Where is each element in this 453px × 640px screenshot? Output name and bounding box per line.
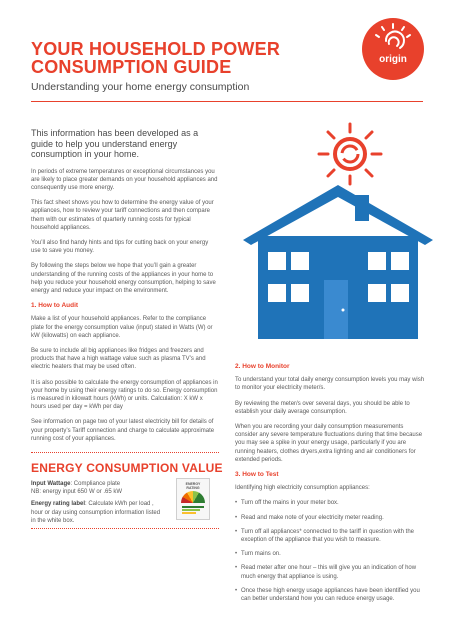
title-line-1: YOUR HOUSEHOLD POWER	[31, 39, 281, 59]
ecv-rating-text: : Calculate kWh per load , hour or day using consumption information listed in the white box.	[31, 501, 161, 524]
ecv-input-label: Input Wattage	[31, 481, 71, 487]
list-item: • Turn mains on.	[235, 550, 427, 558]
test-steps-list	[235, 499, 427, 603]
paragraph: To understand your total daily energy consumption levels you may wish to monitor your electricity meter/s.	[235, 377, 425, 392]
logo-wordmark: origin	[379, 54, 407, 65]
page-title	[31, 40, 351, 76]
sun-icon	[319, 124, 381, 184]
ecv-nb: NB: energy input 650 W or .65 kW	[31, 489, 123, 496]
logo-swirl-icon	[362, 18, 424, 80]
rating-bars-icon	[182, 506, 204, 516]
dotted-divider-bottom	[31, 528, 219, 529]
list-item: • Turn off the mains in your meter box.	[235, 499, 427, 507]
list-item: • Turn off all appliances* connected to the tariff in question with the exception of the appliance that you wish to measure.	[235, 528, 427, 544]
ecv-heading: ENERGY CONSUMPTION VALUE	[31, 461, 223, 475]
title-line-2: CONSUMPTION GUIDE	[31, 57, 232, 77]
intro-lead: This information has been developed as a guide to help you understand energy consumption in your home.	[31, 128, 199, 159]
paragraph: It is also possible to calculate the energy consumption of appliances in your home by using their energy ratings to do so. Energy consumption is measured in kilowatt hours (kWh) or units. Calculation: X kW x hours used per day = kWh per day	[31, 379, 218, 411]
page-subtitle: Understanding your home energy consumption	[31, 81, 250, 93]
ecv-rating-line	[31, 500, 166, 525]
paragraph: This fact sheet shows you how to determine the energy value of your appliances, how to review your tariff connections and then compare them with our estimates of quarterly running costs for typical household appliances.	[31, 200, 214, 231]
ecv-body	[31, 480, 166, 529]
ecv-rating-label: Energy rating label	[31, 501, 86, 508]
energy-rating-label-image	[176, 478, 210, 520]
ecv-input-text: : Compliance plate	[70, 481, 121, 487]
section-heading-audit: 1. How to Audit	[31, 302, 79, 310]
right-column	[235, 363, 427, 609]
paragraph: You’ll also find handy hints and tips for cutting back on your energy use to save you money.	[31, 239, 209, 255]
list-item: • Read meter after one hour – this will give you an indication of how much energy that appliance is using.	[235, 564, 427, 580]
house-sun-illustration	[228, 112, 438, 347]
origin-logo	[362, 18, 424, 80]
star-rating-arc-icon	[181, 491, 205, 503]
ecv-input-line	[31, 480, 166, 496]
list-item: • Read and make note of your electricity meter reading.	[235, 514, 427, 522]
paragraph: By following the steps below we hope that you’ll gain a greater understanding of the running costs of the appliances in your home to help you reduce your household energy consumption, helping to save energy and reduce your impact on the environment.	[31, 263, 216, 294]
dotted-divider-top	[31, 452, 219, 453]
list-item: • Once these high energy usage appliances have been identified you can better understand how you can reduce energy usage.	[235, 587, 427, 603]
paragraph: Be sure to include all big appliances like fridges and freezers and products that have a high wattage value such as plasma TV’s and electric heaters that may be used often.	[31, 347, 206, 371]
paragraph: See information on page two of your latest electricity bill for details of your property’s Tariff connection and charge to calculate approximate running cost of your appliances.	[31, 419, 215, 442]
paragraph: By reviewing the meter/s over several days, you should be able to establish your daily average consumption.	[235, 400, 410, 415]
paragraph: In periods of extreme temperatures or exceptional circumstances you are likely to place greater demands on your household appliances and consequently use more energy.	[31, 168, 218, 191]
house-icon	[243, 185, 433, 339]
paragraph: Identifying high electricity consumption appliances:	[235, 485, 370, 492]
section-heading-test: 3. How to Test	[235, 471, 279, 479]
paragraph: When you are recording your daily consumption measurements consider any severe temperature fluctuations during that time because you may see a spike in your energy usage, particularly if you are running heaters, clothes dryers,extra lighting and air conditioners for extended periods.	[235, 424, 423, 463]
left-column	[31, 128, 219, 450]
section-heading-monitor: 2. How to Monitor	[235, 363, 290, 370]
header-divider	[31, 101, 423, 102]
paragraph: Make a list of your household appliances. Refer to the compliance plate for the energy consumption value (input) stated in Watts (W) or kW (kilowatts) on each appliance.	[31, 316, 213, 339]
energy-rating-badge-text: ENERGY RATING	[185, 482, 201, 490]
